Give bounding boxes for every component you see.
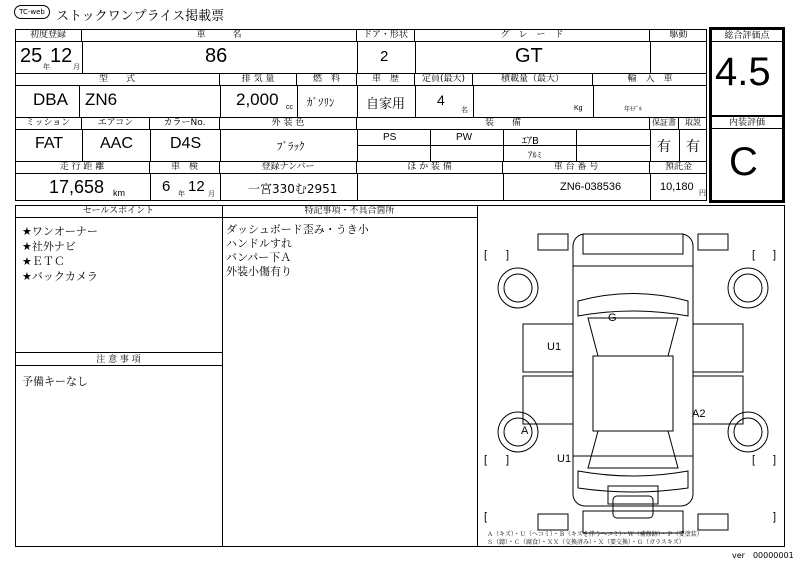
car-damage-diagram <box>478 206 784 546</box>
manual-value: 有 <box>686 139 700 155</box>
equipment-item: PW <box>456 132 473 143</box>
displacement-unit: cc <box>286 104 293 111</box>
label-displacement: 排 気 量 <box>220 73 297 85</box>
label-mileage: 走 行 距 離 <box>15 161 150 173</box>
label-history: 車 歴 <box>357 73 415 85</box>
special-label: 特記事項・不具合箇所 <box>222 205 477 218</box>
deposit-value: 10,180 <box>660 181 694 193</box>
label-doors: ドア・形状 <box>357 29 415 41</box>
inspection-year-unit: 年 <box>178 190 185 198</box>
divider <box>415 41 416 73</box>
label-model: 型 式 <box>15 73 220 85</box>
label-import: 輸 入 車 <box>627 74 673 84</box>
diagram-legend: Ｓ（錆）・Ｃ（腐食）・ＸＸ（交換済み）・Ｘ（要交換）・Ｇ（ガラスキズ） <box>487 539 685 546</box>
bracket: ] <box>506 454 510 466</box>
bracket: [ <box>484 454 488 466</box>
sales-point-item: ★バックカメラ <box>22 270 98 283</box>
label-aircon: エアコン <box>82 117 150 129</box>
version-label: ver 00000001 <box>732 551 794 560</box>
divider <box>415 85 416 117</box>
label-first-reg: 初度登録 <box>15 29 82 41</box>
bracket: ] <box>506 249 510 261</box>
model-prefix: DBA <box>33 90 68 109</box>
divider <box>650 41 651 73</box>
interior-score-label: 内装評価 <box>712 117 782 129</box>
capacity-value: 4 <box>437 92 445 108</box>
divider <box>82 41 83 73</box>
label-chassis: 車 台 番 号 <box>503 161 650 173</box>
chassis-value: ZN6-038536 <box>560 181 622 193</box>
inspection-year: 6 <box>162 178 171 195</box>
divider <box>357 85 358 117</box>
divider <box>220 173 221 201</box>
label-load: 積載量（最大） <box>473 73 593 85</box>
label-manual: 取説 <box>685 118 701 127</box>
divider <box>222 205 223 547</box>
bracket: ] <box>773 249 777 261</box>
doors-value: 2 <box>380 48 389 65</box>
mileage-value: 17,658 <box>49 177 105 197</box>
divider <box>473 85 474 117</box>
divider <box>503 173 504 201</box>
history-value: 自家用 <box>366 97 406 112</box>
divider <box>430 129 431 161</box>
label-warranty: 保証書 <box>650 117 679 129</box>
note-item: 予備キーなし <box>22 375 88 388</box>
label-inspection: 車 検 <box>150 161 220 173</box>
row-line <box>15 129 707 130</box>
label-grade: グ レ ー ド <box>415 29 650 41</box>
logo-text: TC-web <box>19 8 45 16</box>
divider <box>357 173 358 201</box>
color-no-value: D4S <box>170 135 202 152</box>
damage-mark: U1 <box>557 453 572 465</box>
aircon-value: AAC <box>100 135 133 152</box>
inspection-month-unit: 月 <box>208 190 215 198</box>
divider <box>297 85 298 117</box>
divider <box>576 129 577 161</box>
mission-value: FAT <box>35 135 64 152</box>
divider <box>650 129 651 161</box>
divider <box>679 129 680 161</box>
model-value: ZN6 <box>85 90 118 109</box>
divider <box>220 129 221 161</box>
bracket: [ <box>484 249 488 261</box>
divider <box>150 173 151 201</box>
year-unit: 年 <box>43 64 50 71</box>
damage-mark: G <box>608 312 617 324</box>
equipment-item: ｴｱB <box>522 136 539 147</box>
special-item: ダッシュボード歪み・うき小 <box>226 223 369 236</box>
row-line <box>15 85 707 86</box>
divider <box>220 85 221 117</box>
inspection-month: 12 <box>188 178 205 195</box>
label-equipment: 装 備 <box>357 117 650 129</box>
mileage-unit: km <box>113 188 125 198</box>
load-unit: Kg <box>574 105 583 112</box>
label-other-equipment: ほ か 装 備 <box>357 161 503 173</box>
special-item: 外装小傷有り <box>226 265 292 278</box>
sales-point-item: ★社外ナビ <box>22 240 76 253</box>
label-drive: 駆動 <box>669 30 688 40</box>
notes-label: 注 意 事 項 <box>15 352 222 366</box>
row-line <box>15 41 707 42</box>
capacity-unit: 名 <box>461 106 468 114</box>
divider <box>503 129 504 161</box>
sales-point-item: ★ワンオーナー <box>22 225 98 238</box>
bracket: [ <box>484 511 488 523</box>
damage-mark: A2 <box>692 408 706 420</box>
divider <box>357 41 358 73</box>
divider <box>82 129 83 161</box>
first-reg-month: 12 <box>50 45 73 67</box>
interior-score: C <box>729 140 758 184</box>
page-title: ストックワンプライス掲載票 <box>56 9 225 24</box>
special-item: バンパー下Ａ <box>226 251 292 264</box>
label-exterior-color: 外 装 色 <box>220 117 357 129</box>
month-unit: 月 <box>73 64 80 71</box>
row-line <box>15 173 707 174</box>
vehicle-info-table <box>15 29 707 201</box>
divider <box>150 129 151 161</box>
label-fuel: 燃 料 <box>297 73 357 85</box>
logo <box>14 5 50 19</box>
divider <box>593 85 594 117</box>
warranty-value: 有 <box>657 139 671 155</box>
bracket: ] <box>773 454 777 466</box>
label-plate: 登録ナンバー <box>220 161 357 173</box>
diagram-legend: Ａ（キズ）・Ｕ（ヘコミ）・Ｂ（キズを伴うヘコミ）・Ｗ（補修跡）・Ｐ（要塗装） <box>487 531 703 538</box>
bracket: ] <box>773 511 777 523</box>
label-car-name: 車 名 <box>82 29 357 41</box>
special-item: ハンドルすれ <box>226 237 292 250</box>
first-reg-year: 25 <box>20 45 43 67</box>
bracket: [ <box>752 249 756 261</box>
grade-value: GT <box>515 45 543 67</box>
car-name: 86 <box>205 45 228 67</box>
sales-point-item: ★ＥＴＣ <box>22 255 65 268</box>
equipment-item: ｱﾙﾐ <box>528 151 542 161</box>
fuel-value: ｶﾞｿﾘﾝ <box>307 96 335 109</box>
sales-points-label: セールスポイント <box>15 205 222 218</box>
import-note: 年ﾓﾃﾞﾙ <box>624 106 643 113</box>
label-mission: ミッション <box>15 117 82 129</box>
plate-value: 一宮330む2951 <box>248 182 338 196</box>
damage-mark: A <box>521 425 529 437</box>
deposit-unit: 円 <box>699 189 706 197</box>
divider <box>650 173 651 201</box>
displacement-value: 2,000 <box>236 90 279 109</box>
equipment-item: PS <box>383 132 397 143</box>
overall-score: 4.5 <box>715 50 771 94</box>
bracket: [ <box>752 454 756 466</box>
label-capacity: 定員(最大) <box>415 73 473 85</box>
label-deposit: 預託金 <box>664 162 692 172</box>
label-color-no: カラーNo. <box>150 117 220 129</box>
divider <box>79 85 80 117</box>
overall-score-label: 総合評価点 <box>712 30 782 42</box>
exterior-color-value: ﾌﾞﾗｯｸ <box>277 140 305 153</box>
damage-mark: U1 <box>547 341 562 353</box>
